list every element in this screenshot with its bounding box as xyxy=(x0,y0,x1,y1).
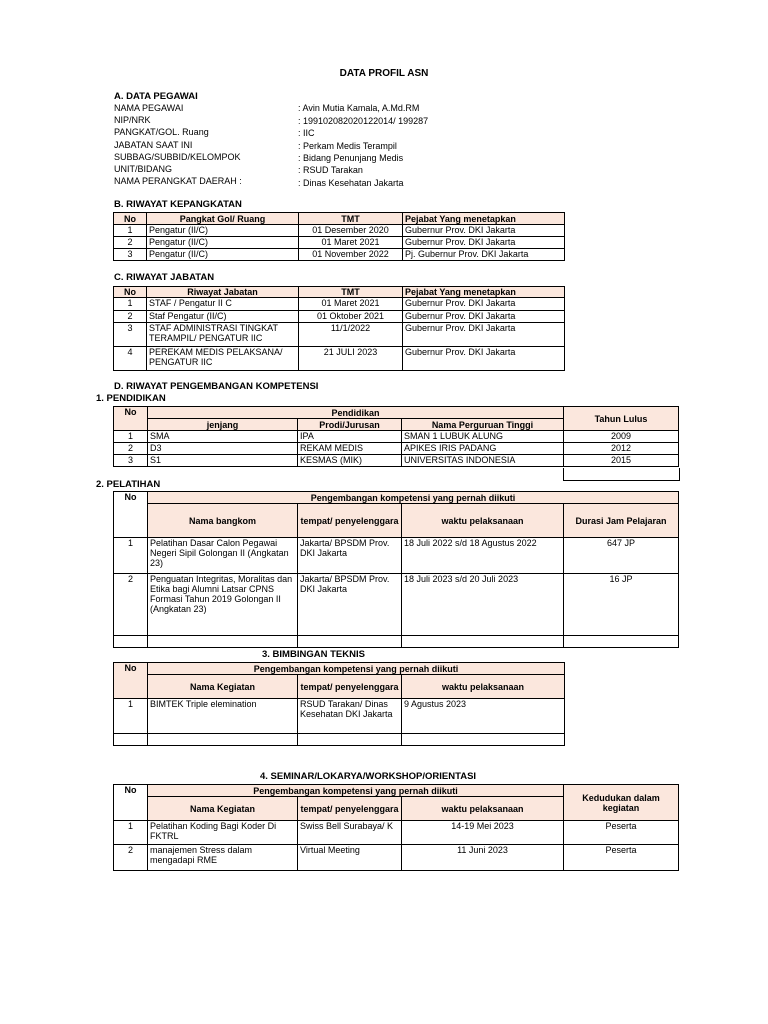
cell-jenjang: D3 xyxy=(148,443,298,455)
col-header-no: No xyxy=(114,663,148,699)
field-value-nip: : 199102082020122014/ 199287 xyxy=(298,116,429,126)
cell-tmt: 01 November 2022 xyxy=(299,249,403,261)
cell-waktu: 11 Juni 2023 xyxy=(402,845,564,871)
col-header-waktu: waktu pelaksanaan xyxy=(402,504,564,538)
cell-tempat: RSUD Tarakan/ Dinas Kesehatan DKI Jakarta xyxy=(298,699,402,734)
cell-tmt: 11/1/2022 xyxy=(299,323,403,347)
cell-no: 1 xyxy=(114,538,148,574)
col-header-jenjang: jenjang xyxy=(148,419,298,431)
col-header-durasi: Durasi Jam Pelajaran xyxy=(564,504,679,538)
cell-waktu: 9 Agustus 2023 xyxy=(402,699,565,734)
col-header-no: No xyxy=(114,407,148,431)
col-header-waktu: waktu pelaksanaan xyxy=(402,675,565,699)
cell-pejabat: Gubernur Prov. DKI Jakarta xyxy=(403,298,565,311)
col-header-nama-bangkom: Nama bangkom xyxy=(148,504,298,538)
pendidikan-table xyxy=(113,406,679,467)
cell-no: 3 xyxy=(114,323,147,347)
table-row xyxy=(114,298,565,311)
col-header-group: Pengembangan kompetensi yang pernah diikuti xyxy=(148,663,565,675)
cell-tahun: 2015 xyxy=(564,455,679,467)
col-header-no: No xyxy=(114,287,147,298)
cell-no: 4 xyxy=(114,347,147,371)
cell-perguruan-tinggi: SMAN 1 LUBUK ALUNG xyxy=(402,431,564,443)
cell-tahun: 2009 xyxy=(564,431,679,443)
col-header-perguruan-tinggi: Nama Perguruan Tinggi xyxy=(402,419,564,431)
cell-jenjang: SMA xyxy=(148,431,298,443)
field-label-jabatan: JABATAN SAAT INI xyxy=(114,140,193,150)
seminar-heading: 4. SEMINAR/LOKARYA/WORKSHOP/ORIENTASI xyxy=(260,771,477,782)
table-header-row xyxy=(114,663,565,675)
cell-jenjang: S1 xyxy=(148,455,298,467)
cell-nama-kegiatan: BIMTEK Triple elemination xyxy=(148,699,298,734)
cell-perguruan-tinggi: UNIVERSITAS INDONESIA xyxy=(402,455,564,467)
table-row xyxy=(114,225,565,237)
cell-waktu: 18 Juli 2022 s/d 18 Agustus 2022 xyxy=(402,538,564,574)
field-label-unit: UNIT/BIDANG xyxy=(114,164,173,174)
cell-tmt: 01 Maret 2021 xyxy=(299,237,403,249)
section-d-heading: D. RIWAYAT PENGEMBANGAN KOMPETENSI xyxy=(114,381,319,392)
cell-prodi: KESMAS (MIK) xyxy=(298,455,402,467)
col-header-no: No xyxy=(114,213,147,225)
cell-prodi: IPA xyxy=(298,431,402,443)
cell-nama-kegiatan: manajemen Stress dalam mengadapi RME xyxy=(148,845,298,871)
table-header-row xyxy=(114,407,679,419)
field-value-pangkat: : IIC xyxy=(298,128,315,138)
field-value-subbag: : Bidang Penunjang Medis xyxy=(298,153,404,163)
table-row xyxy=(114,443,679,455)
cell-pejabat: Gubernur Prov. DKI Jakarta xyxy=(403,225,565,237)
bimtek-heading: 3. BIMBINGAN TEKNIS xyxy=(262,649,365,660)
cell-tahun: 2012 xyxy=(564,443,679,455)
cell-pejabat: Gubernur Prov. DKI Jakarta xyxy=(403,347,565,371)
table-row-empty xyxy=(114,636,679,648)
table-row xyxy=(114,455,679,467)
cell-pejabat: Pj. Gubernur Prov. DKI Jakarta xyxy=(403,249,565,261)
section-c-heading: C. RIWAYAT JABATAN xyxy=(114,272,215,283)
table-row xyxy=(114,311,565,323)
cell-no: 2 xyxy=(114,237,147,249)
table-row xyxy=(114,821,679,845)
cell-nama-kegiatan: Pelatihan Koding Bagi Koder Di FKTRL xyxy=(148,821,298,845)
cell-pejabat: Gubernur Prov. DKI Jakarta xyxy=(403,237,565,249)
table-row-empty xyxy=(114,734,565,746)
cell-no: 1 xyxy=(114,431,148,443)
cell-tmt: 01 Oktober 2021 xyxy=(299,311,403,323)
col-header-waktu: waktu pelaksanaan xyxy=(402,797,564,821)
cell-no: 3 xyxy=(114,249,147,261)
cell-no: 2 xyxy=(114,574,148,636)
document-title: DATA PROFIL ASN xyxy=(339,68,429,79)
col-header-tempat: tempat/ penyelenggara xyxy=(298,675,402,699)
cell-no: 2 xyxy=(114,311,147,323)
section-a-heading: A. DATA PEGAWAI xyxy=(114,91,198,102)
cell-kedudukan: Peserta xyxy=(564,821,679,845)
col-header-pendidikan: Pendidikan xyxy=(148,407,564,419)
table-header-row xyxy=(114,785,679,797)
table-row xyxy=(114,431,679,443)
cell-nama-bangkom: Pelatihan Dasar Calon Pegawai Negeri Sipil Golongan II (Angkatan 23) xyxy=(148,538,298,574)
cell-no: 2 xyxy=(114,845,148,871)
table-header-row xyxy=(114,287,565,298)
bimtek-table xyxy=(113,662,565,746)
cell-waktu: 14-19 Mei 2023 xyxy=(402,821,564,845)
table-row xyxy=(114,538,679,574)
table-row xyxy=(114,249,565,261)
table-header-row xyxy=(114,675,565,699)
col-header-tempat: tempat/ penyelenggara xyxy=(298,797,402,821)
table-header-row xyxy=(114,504,679,538)
cell-pangkat: Pengatur (II/C) xyxy=(147,249,299,261)
field-value-perangkat: : Dinas Kesehatan Jakarta xyxy=(298,178,404,188)
field-label-pangkat: PANGKAT/GOL. Ruang xyxy=(114,127,209,137)
field-value-nama: : Avin Mutia Kamala, A.Md.RM xyxy=(298,103,420,113)
cell-waktu: 18 Juli 2023 s/d 20 Juli 2023 xyxy=(402,574,564,636)
pelatihan-heading: 2. PELATIHAN xyxy=(96,479,161,490)
cell-no: 1 xyxy=(114,225,147,237)
col-header-group: Pengembangan kompetensi yang pernah diikuti xyxy=(148,492,679,504)
field-value-unit: : RSUD Tarakan xyxy=(298,165,363,175)
col-header-tempat: tempat/ penyelenggara xyxy=(298,504,402,538)
col-header-prodi: Prodi/Jurusan xyxy=(298,419,402,431)
cell-pangkat: Pengatur (II/C) xyxy=(147,225,299,237)
cell-no: 1 xyxy=(114,821,148,845)
cell-tempat: Swiss Bell Surabaya/ K xyxy=(298,821,402,845)
cell-tempat: Virtual Meeting xyxy=(298,845,402,871)
cell-no: 1 xyxy=(114,298,147,311)
pendidikan-heading: 1. PENDIDIKAN xyxy=(96,393,166,404)
col-header-tmt: TMT xyxy=(299,287,403,298)
table-row xyxy=(114,237,565,249)
table-row xyxy=(114,574,679,636)
cell-prodi: REKAM MEDIS xyxy=(298,443,402,455)
col-header-no: No xyxy=(114,785,148,821)
field-label-nama: NAMA PEGAWAI xyxy=(114,103,184,113)
table-header-row xyxy=(114,213,565,225)
table-row xyxy=(114,323,565,347)
pelatihan-table xyxy=(113,491,679,648)
col-header-pejabat: Pejabat Yang menetapkan xyxy=(403,287,565,298)
field-value-jabatan: : Perkam Medis Terampil xyxy=(298,141,397,151)
col-header-riwayat-jabatan: Riwayat Jabatan xyxy=(147,287,299,298)
cell-perguruan-tinggi: APIKES IRIS PADANG xyxy=(402,443,564,455)
cell-tmt: 01 Maret 2021 xyxy=(299,298,403,311)
field-label-nip: NIP/NRK xyxy=(114,115,151,125)
cell-durasi: 16 JP xyxy=(564,574,679,636)
col-header-tahun-lulus: Tahun Lulus xyxy=(564,407,679,431)
cell-kedudukan: Peserta xyxy=(564,845,679,871)
cell-jabatan: Staf Pengatur (II/C) xyxy=(147,311,299,323)
col-header-nama-kegiatan: Nama Kegiatan xyxy=(148,797,298,821)
table-row xyxy=(114,699,565,734)
cell-no: 2 xyxy=(114,443,148,455)
cell-pejabat: Gubernur Prov. DKI Jakarta xyxy=(403,323,565,347)
cell-pangkat: Pengatur (II/C) xyxy=(147,237,299,249)
seminar-table xyxy=(113,784,679,871)
cell-durasi: 647 JP xyxy=(564,538,679,574)
riwayat-jabatan-table xyxy=(113,286,565,371)
empty-cell xyxy=(563,468,680,481)
col-header-group: Pengembangan kompetensi yang pernah diikuti xyxy=(148,785,564,797)
col-header-nama-kegiatan: Nama Kegiatan xyxy=(148,675,298,699)
col-header-tmt: TMT xyxy=(299,213,403,225)
table-header-row xyxy=(114,492,679,504)
cell-tmt: 01 Desember 2020 xyxy=(299,225,403,237)
cell-pejabat: Gubernur Prov. DKI Jakarta xyxy=(403,311,565,323)
section-b-heading: B. RIWAYAT KEPANGKATAN xyxy=(114,199,242,210)
table-row xyxy=(114,347,565,371)
cell-no: 3 xyxy=(114,455,148,467)
col-header-pejabat: Pejabat Yang menetapkan xyxy=(403,213,565,225)
riwayat-kepangkatan-table xyxy=(113,212,565,261)
cell-no: 1 xyxy=(114,699,148,734)
col-header-pangkat: Pangkat Gol/ Ruang xyxy=(147,213,299,225)
cell-jabatan: STAF ADMINISTRASI TINGKAT TERAMPIL/ PENGATUR IIC xyxy=(147,323,299,347)
table-row xyxy=(114,845,679,871)
col-header-no: No xyxy=(114,492,148,538)
cell-jabatan: STAF / Pengatur II C xyxy=(147,298,299,311)
field-label-perangkat: NAMA PERANGKAT DAERAH : xyxy=(114,176,242,186)
cell-tmt: 21 JULI 2023 xyxy=(299,347,403,371)
col-header-kedudukan: Kedudukan dalam kegiatan xyxy=(564,785,679,821)
cell-tempat: Jakarta/ BPSDM Prov. DKI Jakarta xyxy=(298,574,402,636)
cell-jabatan: PEREKAM MEDIS PELAKSANA/ PENGATUR IIC xyxy=(147,347,299,371)
field-label-subbag: SUBBAG/SUBBID/KELOMPOK xyxy=(114,152,241,162)
cell-nama-bangkom: Penguatan Integritas, Moralitas dan Etika bagi Alumni Latsar CPNS Formasi Tahun 2019 Golongan II (Angkatan 23) xyxy=(148,574,298,636)
cell-tempat: Jakarta/ BPSDM Prov. DKI Jakarta xyxy=(298,538,402,574)
